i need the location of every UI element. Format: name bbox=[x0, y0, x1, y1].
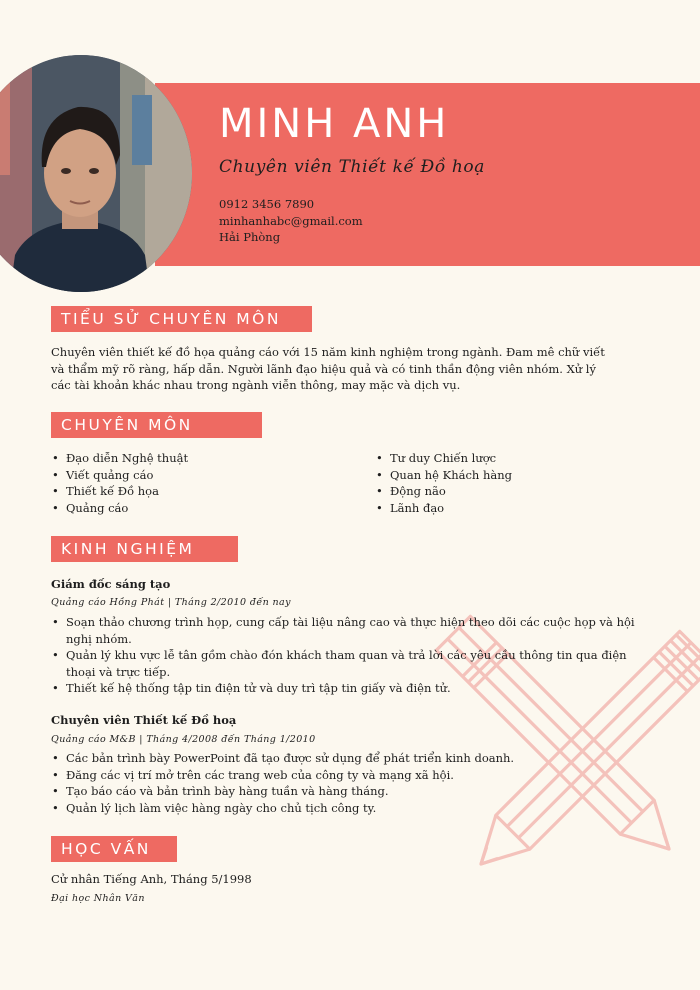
experience-heading: KINH NGHIỆM bbox=[51, 536, 238, 562]
skill-item: • Lãnh đạo bbox=[375, 500, 655, 517]
education-degree: Cử nhân Tiếng Anh, Tháng 5/1998 bbox=[51, 872, 252, 886]
skill-item: • Quan hệ Khách hàng bbox=[375, 467, 655, 484]
phone-number: 0912 3456 7890 bbox=[219, 197, 315, 211]
job-1-meta: Quảng cáo Hồng Phát | Tháng 2/2010 đến nay bbox=[51, 597, 291, 608]
skills-list-right bbox=[375, 450, 655, 516]
duty-item: • Soạn thảo chương trình họp, cung cấp tài liệu nâng cao và thực hiện theo dõi các cuộc họp và hội nghị nhóm. bbox=[51, 614, 646, 647]
duty-item: • Đăng các vị trí mở trên các trang web của công ty và mạng xã hội. bbox=[51, 767, 646, 784]
contact-info bbox=[219, 196, 363, 246]
job-1-duties bbox=[51, 614, 646, 697]
skills-list-left bbox=[51, 450, 351, 516]
duty-item: • Thiết kế hệ thống tập tin điện tử và duy trì tập tin giấy và điện tử. bbox=[51, 680, 646, 697]
duty-item: • Quản lý lịch làm việc hàng ngày cho chủ tịch công ty. bbox=[51, 800, 646, 817]
job-1-title: Giám đốc sáng tạo bbox=[51, 577, 171, 591]
summary-text: Chuyên viên thiết kế đồ họa quảng cáo với 15 năm kinh nghiệm trong ngành. Đam mê chữ viết và thẩm mỹ rõ ràng, hấp dẫn. Người lãnh đạo hiệu quả và có tinh thần động viên nhóm. Xử lý các tài khoản khác nhau trong ngành viễn thông, may mặc và dịch vụ. bbox=[51, 345, 605, 392]
job-title: Chuyên viên Thiết kế Đồ hoạ bbox=[219, 157, 486, 177]
education-school: Đại học Nhân Văn bbox=[51, 893, 145, 904]
location: Hải Phòng bbox=[219, 230, 281, 244]
duty-item: • Các bản trình bày PowerPoint đã tạo được sử dụng để phát triển kinh doanh. bbox=[51, 750, 646, 767]
skill-item: • Đạo diễn Nghệ thuật bbox=[51, 450, 351, 467]
summary-heading: TIỂU SỬ CHUYÊN MÔN bbox=[51, 306, 312, 332]
skill-item: • Quảng cáo bbox=[51, 500, 351, 517]
duty-item: • Quản lý khu vực lễ tân gồm chào đón khách tham quan và trả lời các yêu cầu thông tin qua điện thoại và trực tiếp. bbox=[51, 647, 646, 680]
education-heading: HỌC VẤN bbox=[51, 836, 177, 862]
duty-item: • Tạo báo cáo và bản trình bày hàng tuần và hàng tháng. bbox=[51, 783, 646, 800]
skill-item: • Tư duy Chiến lược bbox=[375, 450, 655, 467]
skill-item: • Thiết kế Đồ họa bbox=[51, 483, 351, 500]
job-2-duties bbox=[51, 750, 646, 816]
candidate-name: MINH ANH bbox=[219, 101, 450, 147]
job-2-title: Chuyên viên Thiết kế Đồ hoạ bbox=[51, 713, 237, 727]
skill-item: • Động não bbox=[375, 483, 655, 500]
job-2-meta: Quảng cáo M&B | Tháng 4/2008 đến Tháng 1/2010 bbox=[51, 734, 316, 745]
email-address: minhanhabc@gmail.com bbox=[219, 213, 363, 228]
skill-item: • Viết quảng cáo bbox=[51, 467, 351, 484]
skills-heading: CHUYÊN MÔN bbox=[51, 412, 262, 438]
